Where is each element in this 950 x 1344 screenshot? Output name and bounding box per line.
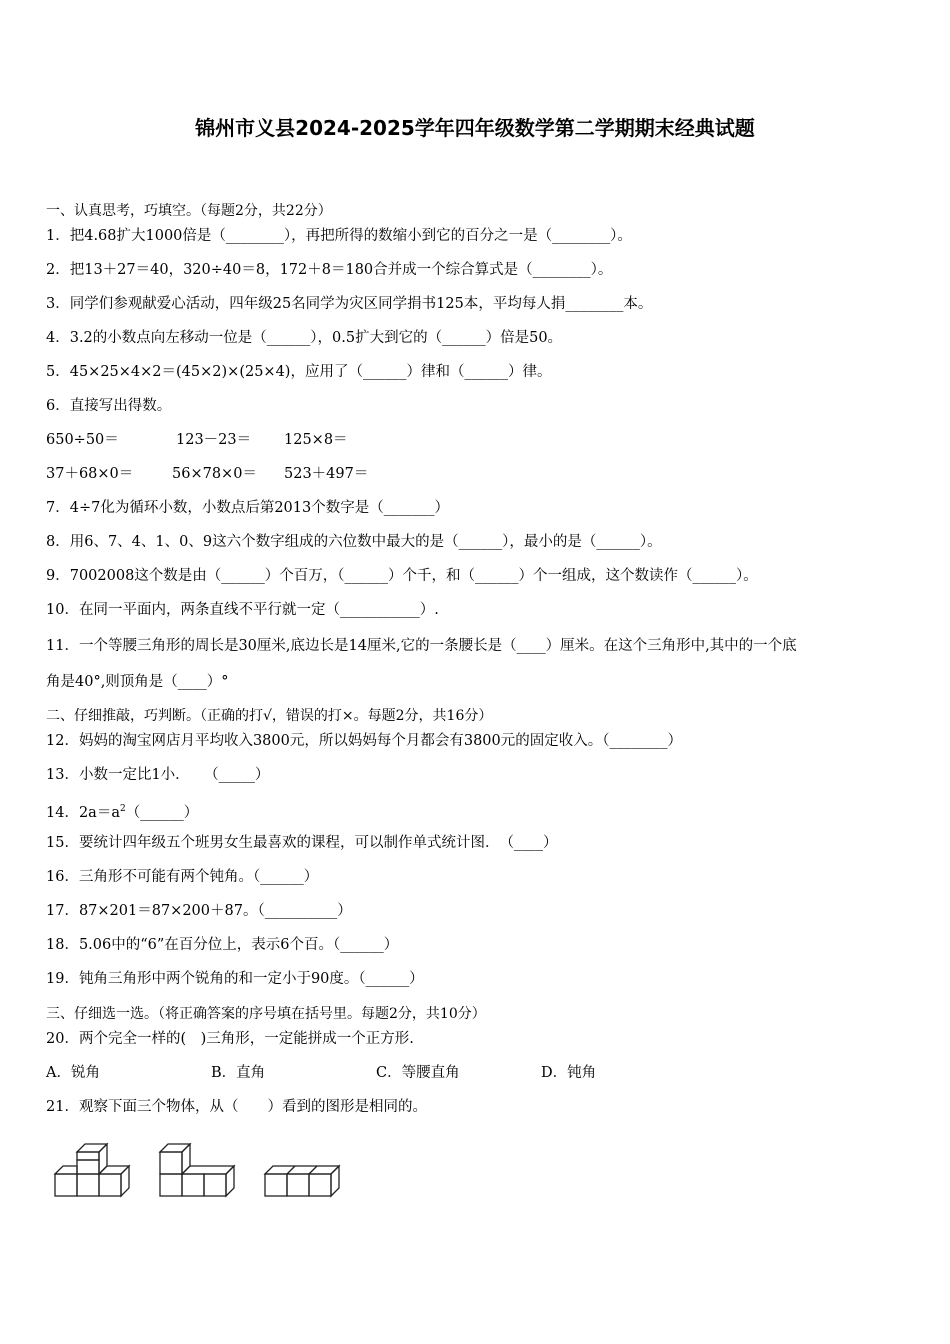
question-3: 3．同学们参观献爱心活动，四年级25名同学为灾区同学捐书125本，平均每人捐________本。 <box>46 296 653 312</box>
question-8: 8．用6、7、4、1、0、9这六个数字组成的六位数中最大的是（______），最小的是（______）。 <box>46 534 662 550</box>
calc-item: 523＋497＝ <box>284 466 369 482</box>
question-5: 5．45×25×4×2＝(45×2)×(25×4)，应用了（______）律和（______）律。 <box>46 364 552 380</box>
question-1: 1．把4.68扩大1000倍是（________），再把所得的数缩小到它的百分之一是（________）。 <box>46 228 632 244</box>
question-11-line-2: 角是40°,则顶角是（____）° <box>46 674 229 690</box>
option-a: A．锐角 <box>46 1065 100 1081</box>
question-9: 9．7002008这个数是由（______）个百万，（______）个千，和（______）个一组成，这个数读作（______）。 <box>46 568 758 584</box>
question-18: 18．5.06中的“6”在百分位上，表示6个百。（______） <box>46 937 399 953</box>
calc-item: 650÷50＝ <box>46 432 119 448</box>
question-19: 19．钝角三角形中两个锐角的和一定小于90度。（______） <box>46 971 424 987</box>
calc-row-1 <box>46 430 348 450</box>
question-20-options <box>46 1063 596 1083</box>
section-2-heading: 二、仔细推敲，巧判断。（正确的打√，错误的打×。每题2分，共16分） <box>46 708 493 724</box>
calc-row-2 <box>46 464 368 484</box>
question-12: 12．妈妈的淘宝网店月平均收入3800元，所以妈妈每个月都会有3800元的固定收入。（________） <box>46 733 683 749</box>
calc-item: 37＋68×0＝ <box>46 466 134 482</box>
calc-item: 56×78×0＝ <box>172 466 257 482</box>
question-20: 20．两个完全一样的( )三角形，一定能拼成一个正方形. <box>46 1031 414 1047</box>
section-1-heading: 一、认真思考，巧填空。（每题2分，共22分） <box>46 203 332 219</box>
question-7: 7．4÷7化为循环小数，小数点后第2013个数字是（_______） <box>46 500 449 516</box>
question-13: 13．小数一定比1小． （_____） <box>46 767 270 783</box>
cube-figure-2 <box>158 1143 238 1199</box>
question-10: 10．在同一平面内，两条直线不平行就一定（___________）. <box>46 602 439 618</box>
cube-figure-3 <box>262 1160 342 1200</box>
option-d: D．钝角 <box>541 1065 597 1081</box>
section-3-heading: 三、仔细选一选。（将正确答案的序号填在括号里。每题2分，共10分） <box>46 1006 486 1022</box>
calc-item: 123－23＝ <box>176 432 252 448</box>
question-15: 15．要统计四年级五个班男女生最喜欢的课程，可以制作单式统计图． （____） <box>46 835 558 851</box>
option-b: B．直角 <box>211 1065 266 1081</box>
question-2: 2．把13＋27＝40，320÷40＝8，172＋8＝180合并成一个综合算式是（________）。 <box>46 262 613 278</box>
calc-item: 125×8＝ <box>284 432 348 448</box>
option-c: C．等腰直角 <box>376 1065 460 1081</box>
question-14: 14．$2a=a^2(\_\_\_\_\_\_)$ <box>46 804 199 821</box>
question-6: 6．直接写出得数。 <box>46 398 172 414</box>
question-11-line-1: 11．一个等腰三角形的周长是30厘米,底边长是14厘米,它的一条腰长是（____）厘米。在这个三角形中,其中的一个底 <box>46 638 797 654</box>
question-4: 4．3.2的小数点向左移动一位是（______），0.5扩大到它的（______）倍是50。 <box>46 330 563 346</box>
question-21: 21．观察下面三个物体，从（ ）看到的图形是相同的。 <box>46 1099 427 1115</box>
question-16: 16．三角形不可能有两个钝角。（______） <box>46 869 319 885</box>
cube-figure-1 <box>52 1143 132 1199</box>
question-17: 17．87×201＝87×200＋87。（__________） <box>46 903 352 919</box>
page-title: 锦州市义县2024-2025学年四年级数学第二学期期末经典试题 <box>195 116 755 140</box>
